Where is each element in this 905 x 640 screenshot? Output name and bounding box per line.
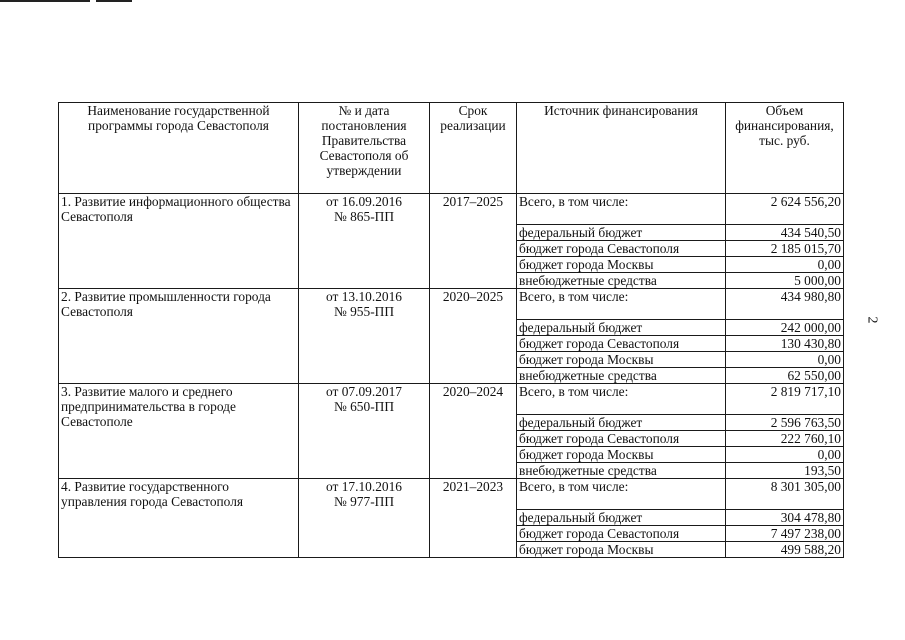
program-3 (59, 384, 844, 479)
funding-amount: 2 819 717,10 (726, 384, 844, 415)
program-1 (59, 194, 844, 289)
funding-source: федеральный бюджет (517, 320, 726, 336)
funding-amount: 2 596 763,50 (726, 415, 844, 431)
resolution-date: от 16.09.2016 (326, 194, 402, 209)
scan-edge-mark (96, 0, 132, 2)
program-2 (59, 289, 844, 384)
program-name: 4. Развитие государственного управления города Севастополя (59, 479, 299, 558)
funding-amount: 222 760,10 (726, 431, 844, 447)
funding-source: бюджет города Севастополя (517, 526, 726, 542)
header-funding-source: Источник финансирования (517, 103, 726, 194)
table-row (59, 384, 844, 415)
funding-source: бюджет города Москвы (517, 447, 726, 463)
funding-source: федеральный бюджет (517, 225, 726, 241)
funding-amount: 242 000,00 (726, 320, 844, 336)
funding-amount: 7 497 238,00 (726, 526, 844, 542)
funding-amount: 0,00 (726, 352, 844, 368)
program-resolution (299, 384, 430, 479)
resolution-number: № 955-ПП (333, 304, 394, 319)
funding-source: бюджет города Севастополя (517, 431, 726, 447)
program-name: 3. Развитие малого и среднего предпринимательства в городе Севастополе (59, 384, 299, 479)
funding-source: Всего, в том числе: (517, 194, 726, 225)
table-header-row (59, 103, 844, 194)
resolution-number: № 650-ПП (333, 399, 394, 414)
funding-amount: 8 301 305,00 (726, 479, 844, 510)
funding-amount: 434 980,80 (726, 289, 844, 320)
funding-source: внебюджетные средства (517, 463, 726, 479)
scan-edge-mark (0, 0, 90, 2)
funding-amount: 2 185 015,70 (726, 241, 844, 257)
program-period: 2020–2024 (430, 384, 517, 479)
funding-amount: 0,00 (726, 257, 844, 273)
table-row (59, 194, 844, 225)
program-name: 1. Развитие информационного общества Севастополя (59, 194, 299, 289)
resolution-number: № 977-ПП (333, 494, 394, 509)
header-resolution: № и дата постановления Правительства Севастополя об утверждении (299, 103, 430, 194)
funding-source: бюджет города Москвы (517, 352, 726, 368)
funding-amount: 434 540,50 (726, 225, 844, 241)
funding-source: федеральный бюджет (517, 415, 726, 431)
program-4 (59, 479, 844, 558)
funding-source: внебюджетные средства (517, 273, 726, 289)
funding-amount: 193,50 (726, 463, 844, 479)
header-funding-amount: Объем финансирования, тыс. руб. (726, 103, 844, 194)
funding-source: Всего, в том числе: (517, 289, 726, 320)
funding-source: бюджет города Севастополя (517, 336, 726, 352)
funding-amount: 499 588,20 (726, 542, 844, 558)
funding-source: федеральный бюджет (517, 510, 726, 526)
table-row (59, 289, 844, 320)
program-period: 2020–2025 (430, 289, 517, 384)
table-row (59, 479, 844, 510)
header-program-name: Наименование государственной программы города Севастополя (59, 103, 299, 194)
funding-amount: 304 478,80 (726, 510, 844, 526)
page-number: 2 (864, 316, 880, 324)
resolution-number: № 865-ПП (333, 209, 394, 224)
resolution-date: от 13.10.2016 (326, 289, 402, 304)
funding-source: Всего, в том числе: (517, 479, 726, 510)
funding-amount: 5 000,00 (726, 273, 844, 289)
program-funding-table (58, 102, 844, 558)
funding-source: внебюджетные средства (517, 368, 726, 384)
program-resolution (299, 479, 430, 558)
program-period: 2021–2023 (430, 479, 517, 558)
program-period: 2017–2025 (430, 194, 517, 289)
funding-source: бюджет города Москвы (517, 542, 726, 558)
funding-amount: 62 550,00 (726, 368, 844, 384)
funding-amount: 0,00 (726, 447, 844, 463)
funding-amount: 130 430,80 (726, 336, 844, 352)
header-period: Срок реализации (430, 103, 517, 194)
program-name: 2. Развитие промышленности города Севастополя (59, 289, 299, 384)
funding-source: бюджет города Москвы (517, 257, 726, 273)
funding-source: Всего, в том числе: (517, 384, 726, 415)
resolution-date: от 17.10.2016 (326, 479, 402, 494)
program-resolution (299, 194, 430, 289)
funding-source: бюджет города Севастополя (517, 241, 726, 257)
program-resolution (299, 289, 430, 384)
resolution-date: от 07.09.2017 (326, 384, 402, 399)
funding-amount: 2 624 556,20 (726, 194, 844, 225)
